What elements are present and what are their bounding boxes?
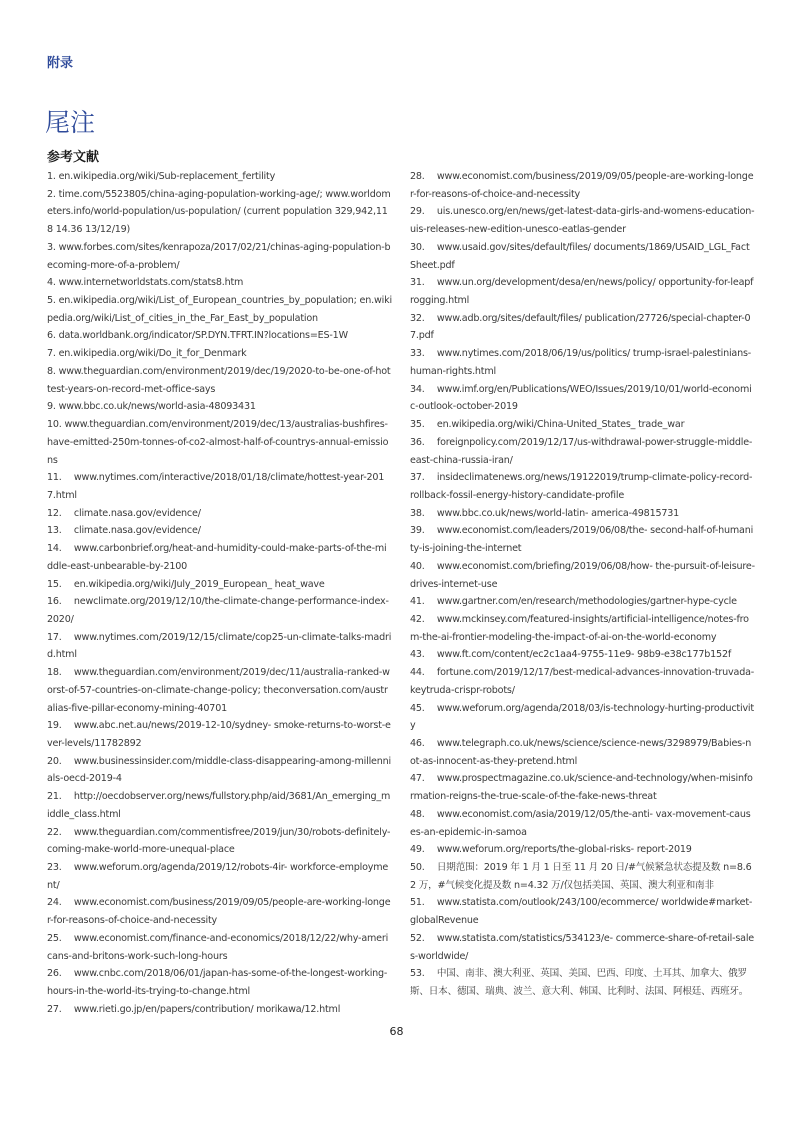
reference-text: 1. en.wikipedia.org/wiki/Sub-replacement_fertility bbox=[47, 171, 276, 182]
reference-text: 18. www.theguardian.com/environment/2019/dec/11/australia-ranked-worst-of-57-countries-on-climate-change-policy; theconversation.com/australias-five-pillar-economy-mining-40701 bbox=[47, 667, 390, 714]
reference-text: 51. www.statista.com/outlook/243/100/ecommerce/ worldwide#market-globalRevenue bbox=[410, 897, 753, 927]
references-right-column bbox=[410, 168, 755, 1001]
reference-item bbox=[47, 753, 392, 788]
reference-item bbox=[410, 841, 755, 859]
reference-item bbox=[47, 292, 392, 327]
reference-item bbox=[47, 327, 392, 345]
reference-item bbox=[47, 717, 392, 752]
reference-item bbox=[410, 310, 755, 345]
reference-text: 42. www.mckinsey.com/featured-insights/artificial-intelligence/notes-from-the-ai-frontier-modeling-the-impact-of-ai-on-the-world-economy bbox=[410, 613, 749, 643]
reference-item bbox=[410, 770, 755, 805]
reference-text: 47. www.prospectmagazine.co.uk/science-and-technology/when-misinformation-reigns-the-true-scale-of-the-fake-news-threat bbox=[410, 773, 753, 803]
reference-text: 41. www.gartner.com/en/research/methodologies/gartner-hype-cycle bbox=[410, 596, 737, 608]
reference-text: 28. www.economist.com/business/2019/09/05/people-are-working-longer-for-reasons-of-choice-and-necessity bbox=[410, 171, 754, 200]
reference-text: 34. www.imf.org/en/Publications/WEO/Issues/2019/10/01/world-economic-outlook-october-2019 bbox=[410, 383, 752, 413]
reference-item bbox=[410, 894, 755, 929]
reference-item bbox=[47, 593, 392, 628]
appendix-label: 附录 bbox=[47, 56, 74, 71]
reference-item bbox=[410, 859, 755, 894]
reference-text: 23. www.weforum.org/agenda/2019/12/robots-4ir- workforce-employment/ bbox=[47, 862, 389, 891]
reference-item bbox=[47, 168, 392, 186]
reference-item bbox=[47, 522, 392, 540]
reference-text: 22. www.theguardian.com/commentisfree/2019/jun/30/robots-definitely-coming-make-world-more-unequal-place bbox=[47, 826, 391, 856]
reference-item bbox=[47, 186, 392, 239]
reference-item bbox=[47, 398, 392, 416]
reference-item bbox=[410, 416, 755, 434]
reference-text: 21. http://oecdobserver.org/news/fullstory.php/aid/3681/An_emerging_middle_class.html bbox=[47, 791, 391, 820]
reference-item bbox=[47, 416, 392, 469]
reference-item bbox=[47, 540, 392, 575]
reference-text: 20. www.businessinsider.com/middle-class-disappearing-among-millennials-oecd-2019-4 bbox=[47, 755, 391, 785]
reference-text: 39. www.economist.com/leaders/2019/06/08/the- second-half-of-humanity-is-joining-the-internet bbox=[410, 525, 754, 555]
page-title: 尾注 bbox=[45, 108, 96, 137]
reference-text: 16. newclimate.org/2019/12/10/the-climate-change-performance-index-2020/ bbox=[47, 596, 389, 625]
references-left-column bbox=[47, 168, 392, 1019]
reference-item bbox=[410, 965, 755, 1000]
reference-text: 30. www.usaid.gov/sites/default/files/ documents/1869/USAID_LGL_FactSheet.pdf bbox=[410, 241, 750, 271]
reference-item bbox=[410, 168, 755, 203]
reference-text: 10. www.theguardian.com/environment/2019/dec/13/australias-bushfires-have-emitted-250m-tonnes-of-co2-almost-half-of-countrys-annual-emissions bbox=[47, 419, 389, 466]
reference-item bbox=[47, 788, 392, 823]
reference-item bbox=[47, 345, 392, 363]
reference-item bbox=[47, 274, 392, 292]
reference-text: 50. 日期范围：2019 年 1 月 1 日至 11 月 20 日/#气候紧急状态提及数 n=8.62 万，#气候变化提及数 n=4.32 万/仅包括美国、英国、澳大利亚和南非 bbox=[410, 862, 752, 891]
reference-text: 31. www.un.org/development/desa/en/news/policy/ opportunity-for-leapfrogging.html bbox=[410, 277, 754, 307]
reference-item bbox=[410, 646, 755, 664]
reference-item bbox=[410, 345, 755, 380]
reference-item bbox=[410, 930, 755, 965]
reference-text: 26. www.cnbc.com/2018/06/01/japan-has-some-of-the-longest-working-hours-in-the-world-its-trying-to-change.html bbox=[47, 968, 388, 998]
reference-item bbox=[410, 700, 755, 735]
reference-item bbox=[47, 576, 392, 594]
reference-item bbox=[410, 203, 755, 238]
reference-item bbox=[410, 558, 755, 593]
reference-text: 52. www.statista.com/statistics/534123/e- commerce-share-of-retail-sales-worldwide/ bbox=[410, 932, 754, 962]
reference-item bbox=[410, 434, 755, 469]
reference-text: 27. www.rieti.go.jp/en/papers/contribution/ morikawa/12.html bbox=[47, 1003, 341, 1015]
reference-item bbox=[47, 363, 392, 398]
reference-text: 3. www.forbes.com/sites/kenrapoza/2017/02/21/chinas-aging-population-becoming-more-of-a-problem/ bbox=[47, 241, 391, 271]
reference-text: 45. www.weforum.org/agenda/2018/03/is-technology-hurting-productivity bbox=[410, 702, 754, 732]
reference-text: 43. www.ft.com/content/ec2c1aa4-9755-11e9- 98b9-e38c177b152f bbox=[410, 649, 732, 661]
reference-item bbox=[47, 930, 392, 965]
reference-text: 36. foreignpolicy.com/2019/12/17/us-withdrawal-power-struggle-middle-east-china-russia-iran/ bbox=[410, 436, 753, 466]
reference-text: 38. www.bbc.co.uk/news/world-latin- america-49815731 bbox=[410, 507, 680, 519]
reference-text: 32. www.adb.org/sites/default/files/ publication/27726/special-chapter-07.pdf bbox=[410, 312, 751, 342]
reference-item bbox=[47, 505, 392, 523]
reference-text: 53. 中国、南非、澳大利亚、英国、美国、巴西、印度、土耳其、加拿大、俄罗斯、日本、德国、瑞典、波兰、意大利、韩国、比利时、法国、阿根廷、西班牙。 bbox=[410, 968, 749, 998]
reference-item bbox=[47, 859, 392, 894]
reference-text: 8. www.theguardian.com/environment/2019/dec/19/2020-to-be-one-of-hottest-years-on-record-met-office-says bbox=[47, 365, 391, 395]
reference-text: 9. www.bbc.co.uk/news/world-asia-48093431 bbox=[47, 401, 256, 413]
reference-item bbox=[410, 735, 755, 770]
reference-text: 13. climate.nasa.gov/evidence/ bbox=[47, 525, 201, 537]
reference-text: 48. www.economist.com/asia/2019/12/05/the-anti- vax-movement-causes-an-epidemic-in-samoa bbox=[410, 808, 751, 838]
reference-text: 40. www.economist.com/briefing/2019/06/08/how- the-pursuit-of-leisure-drives-internet-use bbox=[410, 560, 755, 590]
reference-item bbox=[47, 965, 392, 1000]
reference-text: 44. fortune.com/2019/12/17/best-medical-advances-innovation-truvada-keytruda-crispr-robots/ bbox=[410, 667, 755, 696]
references-heading: 参考文献 bbox=[47, 150, 100, 165]
reference-text: 4. www.internetworldstats.com/stats8.htm bbox=[47, 277, 244, 289]
reference-text: 49. www.weforum.org/reports/the-global-risks- report-2019 bbox=[410, 844, 692, 856]
reference-item bbox=[410, 469, 755, 504]
reference-text: 37. insideclimatenews.org/news/19122019/trump-climate-policy-record-rollback-fossil-energy-history-candidate-profile bbox=[410, 472, 753, 501]
reference-text: 29. uis.unesco.org/en/news/get-latest-data-girls-and-womens-education-uis-releases-new-edition-unesco-eatlas-gender bbox=[410, 206, 755, 236]
reference-text: 11. www.nytimes.com/interactive/2018/01/18/climate/hottest-year-2017.html bbox=[47, 472, 385, 501]
page-number: 68 bbox=[389, 1025, 404, 1038]
reference-item bbox=[47, 824, 392, 859]
reference-item bbox=[410, 381, 755, 416]
reference-text: 24. www.economist.com/business/2019/09/05/people-are-working-longer-for-reasons-of-choice-and-necessity bbox=[47, 897, 391, 927]
reference-text: 7. en.wikipedia.org/wiki/Do_it_for_Denmark bbox=[47, 348, 247, 360]
reference-item bbox=[410, 611, 755, 646]
reference-text: 5. en.wikipedia.org/wiki/List_of_European_countries_by_population; en.wikipedia.org/wiki/List_of_cities_in_the_Far_East_by_population bbox=[47, 295, 392, 324]
reference-text: 14. www.carbonbrief.org/heat-and-humidity-could-make-parts-of-the-middle-east-unbearable-by-2100 bbox=[47, 543, 387, 572]
reference-item bbox=[410, 664, 755, 699]
reference-text: 33. www.nytimes.com/2018/06/19/us/politics/ trump-israel-palestinians-human-rights.html bbox=[410, 348, 752, 377]
reference-item bbox=[47, 894, 392, 929]
reference-item bbox=[47, 1001, 392, 1019]
reference-item bbox=[47, 469, 392, 504]
reference-text: 12. climate.nasa.gov/evidence/ bbox=[47, 507, 201, 519]
reference-item bbox=[410, 239, 755, 274]
reference-item bbox=[410, 593, 755, 611]
reference-text: 35. en.wikipedia.org/wiki/China-United_States_ trade_war bbox=[410, 419, 685, 431]
reference-item bbox=[410, 505, 755, 523]
reference-item bbox=[47, 664, 392, 717]
reference-text: 2. time.com/5523805/china-aging-population-working-age/; www.worldometers.info/world-population/us-population/ (current population 329,942,118 14.36 13/12/19) bbox=[47, 188, 391, 236]
reference-item bbox=[410, 274, 755, 309]
reference-text: 19. www.abc.net.au/news/2019-12-10/sydney- smoke-returns-to-worst-ever-levels/11782892 bbox=[47, 720, 391, 749]
reference-item bbox=[47, 239, 392, 274]
reference-text: 6. data.worldbank.org/indicator/SP.DYN.TFRT.IN?locations=ES-1W bbox=[47, 330, 348, 342]
reference-item bbox=[410, 806, 755, 841]
reference-item bbox=[410, 522, 755, 557]
reference-text: 25. www.economist.com/finance-and-economics/2018/12/22/why-americans-and-britons-work-such-long-hours bbox=[47, 932, 389, 962]
reference-text: 17. www.nytimes.com/2019/12/15/climate/cop25-un-climate-talks-madrid.html bbox=[47, 631, 392, 661]
reference-text: 46. www.telegraph.co.uk/news/science/science-news/3298979/Babies-not-as-innocent-as-they-pretend.html bbox=[410, 738, 752, 767]
reference-item bbox=[47, 629, 392, 664]
reference-text: 15. en.wikipedia.org/wiki/July_2019_European_ heat_wave bbox=[47, 578, 325, 590]
